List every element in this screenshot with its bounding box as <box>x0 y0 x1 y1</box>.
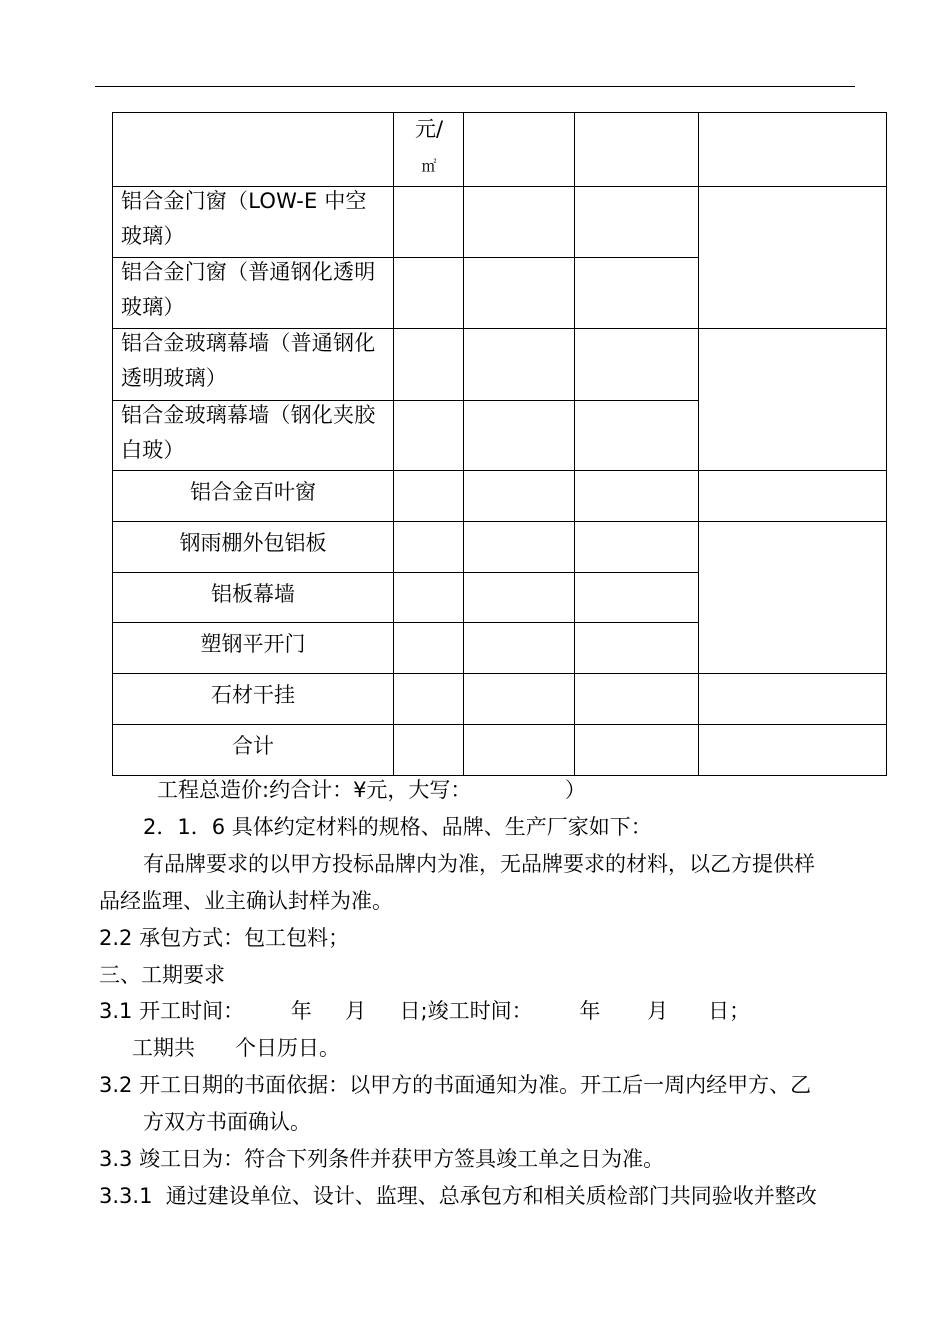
table-cell-merged <box>698 521 887 673</box>
table-cell <box>393 673 463 724</box>
table-cell <box>463 673 574 724</box>
table-cell <box>393 328 463 400</box>
table-cell <box>698 724 887 775</box>
table-cell <box>393 400 463 470</box>
clause-3-2-line-1: 3.2 开工日期的书面依据：以甲方的书面通知为准。开工后一周内经甲方、乙 <box>99 1073 812 1097</box>
table-cell <box>463 521 574 572</box>
clause-2-2: 2.2 承包方式：包工包料； <box>99 926 350 950</box>
table-cell <box>574 257 698 328</box>
brand-requirement-line-2: 品经监理、业主确认封样为准。 <box>99 889 393 913</box>
table-row-label-cell <box>112 328 393 400</box>
table-cell <box>574 400 698 470</box>
clause-3-3: 3.3 竣工日为：符合下列条件并获甲方签具竣工单之日为准。 <box>99 1147 665 1171</box>
table-cell <box>393 186 463 257</box>
table-cell <box>463 572 574 622</box>
table-cell <box>393 622 463 673</box>
row-label: 铝合金门窗（普通钢化透明玻璃） <box>121 260 376 319</box>
clause-3-2-line-2: 方双方书面确认。 <box>143 1110 311 1134</box>
table-row-label-cell <box>112 622 393 673</box>
row-label: 铝合金百叶窗 <box>190 480 316 504</box>
table-cell <box>574 112 698 186</box>
table-row-label-cell <box>112 521 393 572</box>
table-cell <box>393 257 463 328</box>
table-cell <box>574 521 698 572</box>
table-cell <box>393 470 463 521</box>
materials-table <box>112 112 887 776</box>
table-cell <box>574 328 698 400</box>
table-cell <box>393 521 463 572</box>
brand-requirement-line-1: 有品牌要求的以甲方投标品牌内为准，无品牌要求的材料，以乙方提供样 <box>143 852 815 876</box>
unit-label-sqm: ㎡ <box>421 157 437 175</box>
row-label: 塑钢平开门 <box>200 632 306 656</box>
table-cell <box>574 673 698 724</box>
table-cell <box>574 572 698 622</box>
clause-3-1-duration: 工期共 个日历日。 <box>132 1036 341 1060</box>
table-cell <box>463 257 574 328</box>
table-row-label-cell <box>112 724 393 775</box>
table-cell-merged <box>698 328 887 470</box>
table-cell <box>393 572 463 622</box>
unit-label: 元/ <box>414 117 444 141</box>
table-row-label-cell <box>112 186 393 257</box>
table-row-label-cell <box>112 572 393 622</box>
table-cell <box>393 724 463 775</box>
clause-3-3-1: 3.3.1 通过建设单位、设计、监理、总承包方和相关质检部门共同验收并整改 <box>99 1184 817 1208</box>
table-cell <box>574 470 698 521</box>
table-row-label-cell <box>112 673 393 724</box>
unit-cell <box>393 112 463 186</box>
table-row-label-cell <box>112 400 393 470</box>
row-label: 铝合金玻璃幕墙（钢化夹胶白玻） <box>121 403 376 462</box>
table-cell <box>463 470 574 521</box>
section-heading-3: 三、工期要求 <box>99 963 225 987</box>
table-cell <box>574 724 698 775</box>
table-row-label-cell <box>112 257 393 328</box>
row-label: 铝合金玻璃幕墙（普通钢化透明玻璃） <box>121 331 376 390</box>
row-label: 铝合金门窗（LOW-E 中空玻璃） <box>121 189 367 248</box>
header-rule <box>95 86 855 87</box>
table-cell <box>463 724 574 775</box>
table-cell-merged <box>698 186 887 328</box>
row-label: 钢雨棚外包铝板 <box>179 531 327 555</box>
table-border <box>886 112 887 775</box>
table-cell <box>463 186 574 257</box>
table-cell <box>574 622 698 673</box>
clause-3-1: 3.1 开工时间： 年 月 日;竣工时间： 年 月 日； <box>99 999 751 1023</box>
table-cell <box>463 400 574 470</box>
table-cell <box>463 112 574 186</box>
table-cell <box>698 112 887 186</box>
table-cell <box>463 328 574 400</box>
row-label: 铝板幕墙 <box>211 582 295 606</box>
table-cell <box>574 186 698 257</box>
table-cell <box>463 622 574 673</box>
total-price-line: 工程总造价:约合计：¥元，大写： ） <box>157 778 586 802</box>
row-label-total: 合计 <box>232 734 274 758</box>
clause-2-1-6: 2．1．6 具体约定材料的规格、品牌、生产厂家如下： <box>143 815 652 839</box>
table-cell <box>698 673 887 724</box>
table-cell <box>112 112 393 186</box>
table-cell <box>698 470 887 521</box>
table-row-label-cell <box>112 470 393 521</box>
row-label: 石材干挂 <box>211 683 295 707</box>
